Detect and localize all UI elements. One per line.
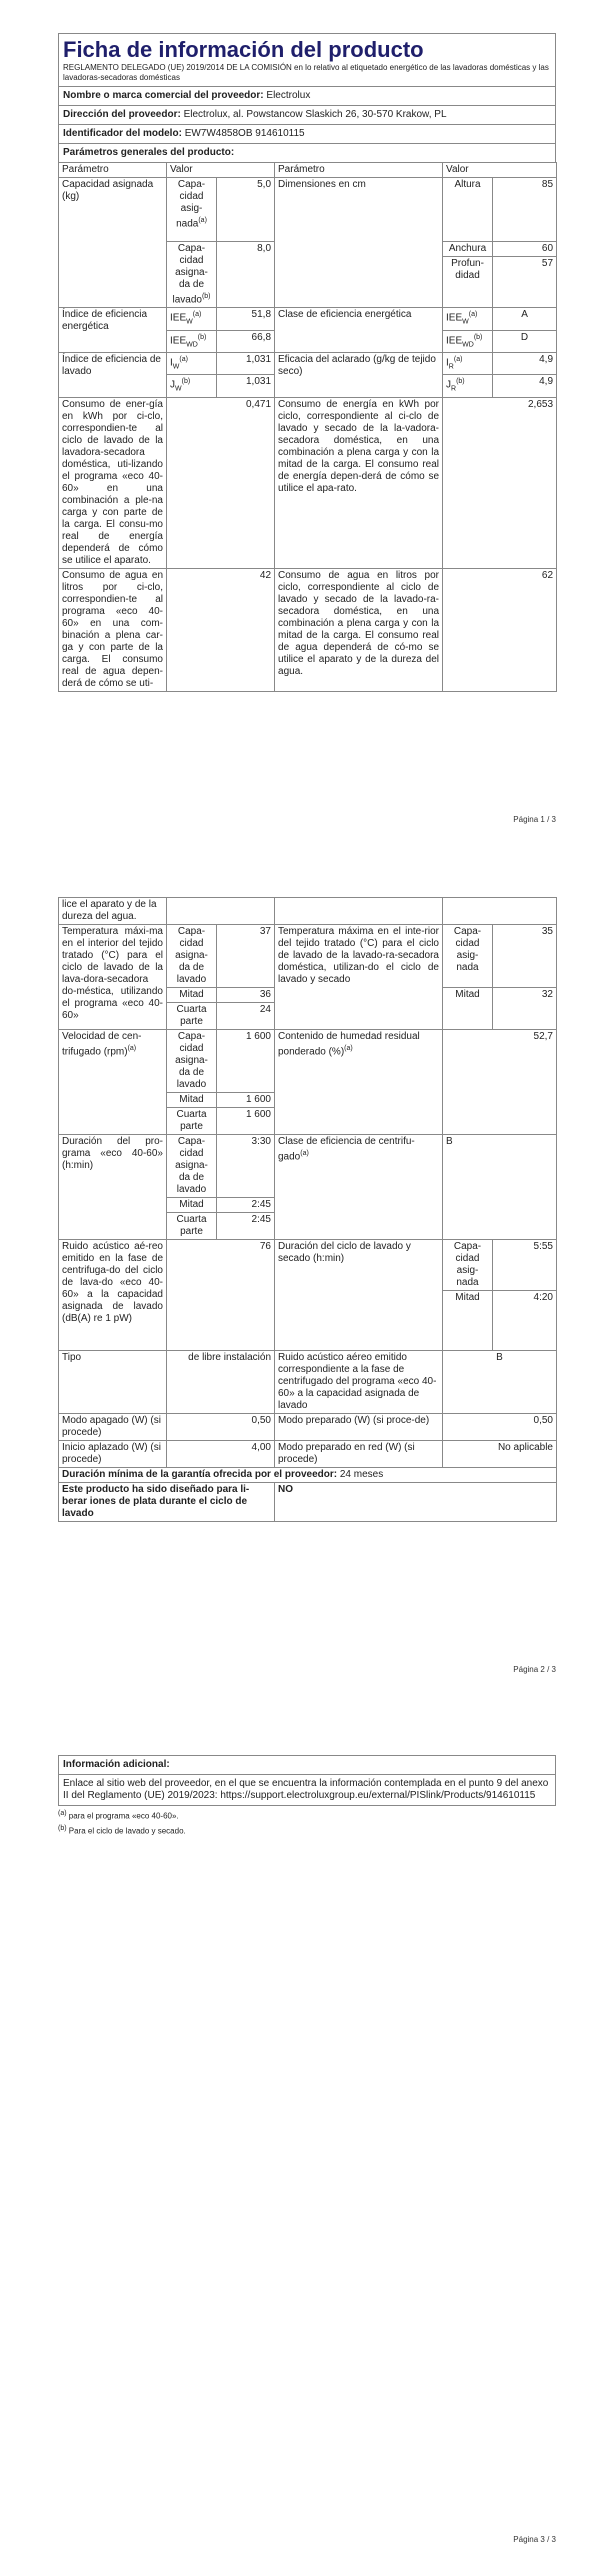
capacity-sub2: Capa-cidad asigna-da de lavado$^{(b)}$: [167, 242, 217, 308]
additional-info-title: Información adicional:: [58, 1755, 556, 1774]
temp-s3: Cuarta parte: [167, 1003, 217, 1030]
supplier-address-label: Dirección del proveedor:: [63, 109, 181, 120]
water40-label: Consumo de agua en litros por ci-clo, correspondien-te al programa «eco 40-60» en una com-binación a plena car-ga y con parte de la carga. El consumo real de agua depen-derá de cómo se uti-: [59, 568, 167, 691]
page-title: Ficha de información del producto: [63, 37, 424, 62]
cycle-label: Duración del ciclo de lavado y secado (h:min): [275, 1240, 443, 1351]
wash-label: Índice de eficiencia de lavado: [59, 352, 167, 397]
eeclass-label: Clase de eficiencia energética: [275, 308, 443, 353]
cycle-s2: Mitad: [443, 1291, 493, 1351]
rinse-val1: 4,9: [493, 352, 557, 374]
table-row: [59, 1483, 557, 1522]
table-row: [59, 568, 557, 691]
standby-value: 0,50: [443, 1414, 557, 1441]
rinse-val2: 4,9: [493, 375, 557, 397]
table-row: [59, 397, 557, 568]
page-3: [0, 1720, 603, 2560]
capacity-val2: 8,0: [217, 242, 275, 308]
energyWD-value: 2,653: [443, 397, 557, 568]
sheet-1: [58, 33, 556, 692]
spin-v2: 1 600: [217, 1093, 275, 1108]
spin-s3: Cuarta parte: [167, 1108, 217, 1135]
duration-label: Duración del pro-grama «eco 40-60» (h:min): [59, 1135, 167, 1240]
wash-key2: $J_W^{(b)}$: [167, 375, 217, 397]
tempWD-label: Temperatura máxima en el inte-rior del tejido tratado (°C) para el ciclo de lavado de la lavado-ra-secadora doméstica, utilizan-do el ciclo de lavado y secado: [275, 925, 443, 1030]
spinclass-value: B: [443, 1135, 557, 1240]
empty-cell: [275, 898, 443, 925]
empty-cell: [443, 898, 557, 925]
table-row: [59, 925, 557, 988]
spin-v1: 1 600: [217, 1030, 275, 1093]
table-row: [59, 1240, 557, 1291]
duration-v1: 3:30: [217, 1135, 275, 1198]
standby-label: Modo preparado (W) (si proce-de): [275, 1414, 443, 1441]
warranty-label: Duración mínima de la garantía ofrecida por el proveedor:: [62, 1469, 338, 1480]
noiseWD-value: B: [443, 1351, 557, 1414]
footnote-b: $^{(b)}$ Para el ciclo de lavado y secado.: [58, 1824, 186, 1836]
water40-label-cont: lice el aparato y de la dureza del agua.: [59, 898, 167, 925]
eei-val2: 66,8: [217, 330, 275, 352]
eei-key2: $IEE_{WD}^{(b)}$: [167, 330, 217, 352]
warranty-row: [59, 1468, 557, 1483]
netstandby-value: No aplicable: [443, 1441, 557, 1468]
params-table-2: [58, 897, 557, 1522]
energy40-value: 0,471: [167, 397, 275, 568]
width-depth-labels: [443, 242, 493, 308]
width-depth-values: [493, 242, 557, 308]
supplier-address: Electrolux, al. Powstancow Slaskich 26, 30-570 Krakow, PL: [183, 109, 447, 120]
cycle-v2: 4:20: [493, 1291, 557, 1351]
warranty-value: 24 meses: [339, 1469, 384, 1480]
capacity-val1: 5,0: [217, 178, 275, 242]
spin-v3: 1 600: [217, 1108, 275, 1135]
depth-value: 57: [541, 258, 554, 269]
spin-s1: Capa-cidad asigna-da de lavado: [167, 1030, 217, 1093]
table-row: [59, 308, 557, 330]
silver-label: Este producto ha sido diseñado para li-berar iones de plata durante el ciclo de lavado: [59, 1483, 275, 1522]
col-header-value: Valor: [167, 163, 275, 178]
eei-val1: 51,8: [217, 308, 275, 330]
params-table-1: [58, 162, 557, 692]
page-1: [0, 0, 603, 860]
table-row: [59, 1135, 557, 1198]
moisture-label: Contenido de humedad residual ponderado (%)$^{(a)}$: [275, 1030, 443, 1135]
table-row: [59, 1414, 557, 1441]
table-row: [59, 1468, 557, 1483]
model-id: EW7W4858OB 914610115: [184, 128, 305, 139]
noise-value: 76: [167, 1240, 275, 1351]
table-row: [59, 1030, 557, 1093]
duration-v2: 2:45: [217, 1198, 275, 1213]
supplier-name-row: [58, 86, 556, 105]
supplier-name-label: Nombre o marca comercial del proveedor:: [63, 90, 264, 101]
page-2: [0, 860, 603, 1720]
page-number-2: Página 2 / 3: [513, 1665, 556, 1674]
table-row: [59, 178, 557, 242]
width-value: 60: [493, 242, 556, 257]
temp-s2: Mitad: [167, 988, 217, 1003]
page-number-3: Página 3 / 3: [513, 2535, 556, 2544]
height-value: 85: [493, 178, 557, 242]
rinse-label: Eficacia del aclarado (g/kg de tejido seco): [275, 352, 443, 397]
silver-value: NO: [275, 1483, 557, 1522]
eei-label: Índice de eficiencia energética: [59, 308, 167, 353]
duration-s1: Capa-cidad asigna-da de lavado: [167, 1135, 217, 1198]
depth-label: Profun-didad: [451, 258, 484, 281]
dims-label: Dimensiones en cm: [275, 178, 443, 308]
delay-value: 4,00: [167, 1441, 275, 1468]
tempWD-v1: 35: [493, 925, 557, 988]
sheet-2: [58, 897, 556, 1522]
netstandby-label: Modo preparado en red (W) (si procede): [275, 1441, 443, 1468]
waterWD-label: Consumo de agua en litros por ciclo, correspondiente al ciclo de lavado y secado de la lavado-ra-secadora doméstica, en una combinación a plena carga y con la mitad de la carga. El consumo real de agua dependerá de có-mo se utilice el aparato y de la dureza del agua.: [275, 568, 443, 691]
eeclass-val1: A: [493, 308, 557, 330]
spinclass-label: Clase de eficiencia de centrifu-gado$^{(a)}$: [275, 1135, 443, 1240]
capacity-label: Capacidad asignada (kg): [59, 178, 167, 308]
spin-label: Velocidad de cen-trifugado (rpm)$^{(a)}$: [59, 1030, 167, 1135]
spin-s2: Mitad: [167, 1093, 217, 1108]
off-label: Modo apagado (W) (si procede): [59, 1414, 167, 1441]
type-label: Tipo: [59, 1351, 167, 1414]
additional-info-text: Enlace al sitio web del proveedor, en el que se encuentra la información contemplada en el punto 9 del anexo II del Reglamento (UE) 2019/2023: https://support.electroluxgroup.eu/external/PISlink/Products/914610115: [58, 1774, 556, 1806]
header-block: [58, 33, 556, 86]
table-row: [59, 898, 557, 925]
duration-s3: Cuarta parte: [167, 1213, 217, 1240]
table-row: [59, 1441, 557, 1468]
wash-val2: 1,031: [217, 375, 275, 397]
duration-v3: 2:45: [217, 1213, 275, 1240]
delay-label: Inicio aplazado (W) (si procede): [59, 1441, 167, 1468]
capacity-sub1: Capa-cidad asig-nada$^{(a)}$: [167, 178, 217, 242]
cycle-v1: 5:55: [493, 1240, 557, 1291]
type-value: de libre instalación: [167, 1351, 275, 1414]
temp-v1: 37: [217, 925, 275, 988]
model-label: Identificador del modelo:: [63, 128, 182, 139]
noise-label: Ruido acústico aé-reo emitido en la fase de centrifuga-do del ciclo de lava-do «eco 40-60» a la capacidad asignada de lavado (dB(A) re 1 pW): [59, 1240, 167, 1351]
temp-v3: 24: [217, 1003, 275, 1030]
col-header-value-2: Valor: [443, 163, 557, 178]
energy40-label: Consumo de ener-gía en kWh por ci-clo, correspondien-te al ciclo de lavado de la lavadora-secadora doméstica, uti-lizando el programa «eco 40-60» en una combinación a ple-na carga y con parte de la carga. El consu-mo real de energía dependerá de cómo se utilice el aparato.: [59, 397, 167, 568]
page-number-1: Página 1 / 3: [513, 815, 556, 824]
additional-info-block: [58, 1755, 556, 1837]
eeclass-key2: $IEE_{WD}^{(b)}$: [443, 330, 493, 352]
energyWD-label: Consumo de energía en kWh por ciclo, correspondiente al ci-clo de lavado y secado de la la-vadora-secadora doméstica, en una combinación a plena carga y con la mitad de la carga. El consumo real de energía depen-derá de cómo se utilice el apa-rato.: [275, 397, 443, 568]
height-label: Altura: [443, 178, 493, 242]
rinse-key1: $I_R^{(a)}$: [443, 352, 493, 374]
model-row: [58, 124, 556, 143]
off-value: 0,50: [167, 1414, 275, 1441]
wash-val1: 1,031: [217, 352, 275, 374]
empty-cell: [167, 898, 275, 925]
table-row: [59, 352, 557, 374]
water40-value: 42: [167, 568, 275, 691]
table-header-row: [59, 163, 557, 178]
eei-key1: $IEE_W^{(a)}$: [167, 308, 217, 330]
temp-label: Temperatura máxi-ma en el interior del tejido tratado (°C) para el ciclo de lavado de la lava-dora-secadora do-méstica, utilizando el programa «eco 40-60»: [59, 925, 167, 1030]
regulation-text: REGLAMENTO DELEGADO (UE) 2019/2014 DE LA COMISIÓN en lo relativo al etiquetado energético de las lavadoras domésticas y las lavadoras-secadoras domésticas: [63, 63, 549, 82]
cycle-s1: Capa-cidad asig-nada: [443, 1240, 493, 1291]
rinse-key2: $J_R^{(b)}$: [443, 375, 493, 397]
supplier-address-row: [58, 105, 556, 124]
duration-s2: Mitad: [167, 1198, 217, 1213]
wash-key1: $I_W^{(a)}$: [167, 352, 217, 374]
moisture-value: 52,7: [443, 1030, 557, 1135]
noiseWD-label: Ruido acústico aéreo emitido correspondiente a la fase de centrifugado del programa «eco 40-60» a la capacidad asignada de lavado: [275, 1351, 443, 1414]
supplier-name: Electrolux: [266, 90, 311, 101]
width-label: Anchura: [443, 242, 492, 257]
tempWD-s1: Capa-cidad asig-nada: [443, 925, 493, 988]
col-header-param: Parámetro: [59, 163, 167, 178]
temp-s1: Capa-cidad asigna-da de lavado: [167, 925, 217, 988]
table-row: [59, 1351, 557, 1414]
waterWD-value: 62: [443, 568, 557, 691]
eeclass-key1: $IEE_W^{(a)}$: [443, 308, 493, 330]
general-params-title: Parámetros generales del producto:: [58, 143, 556, 162]
tempWD-v2: 32: [493, 988, 557, 1030]
tempWD-s2: Mitad: [443, 988, 493, 1030]
eeclass-val2: D: [493, 330, 557, 352]
footnote-a: $^{(a)}$ para el programa «eco 40-60».: [58, 1810, 179, 1821]
temp-v2: 36: [217, 988, 275, 1003]
col-header-param-2: Parámetro: [275, 163, 443, 178]
